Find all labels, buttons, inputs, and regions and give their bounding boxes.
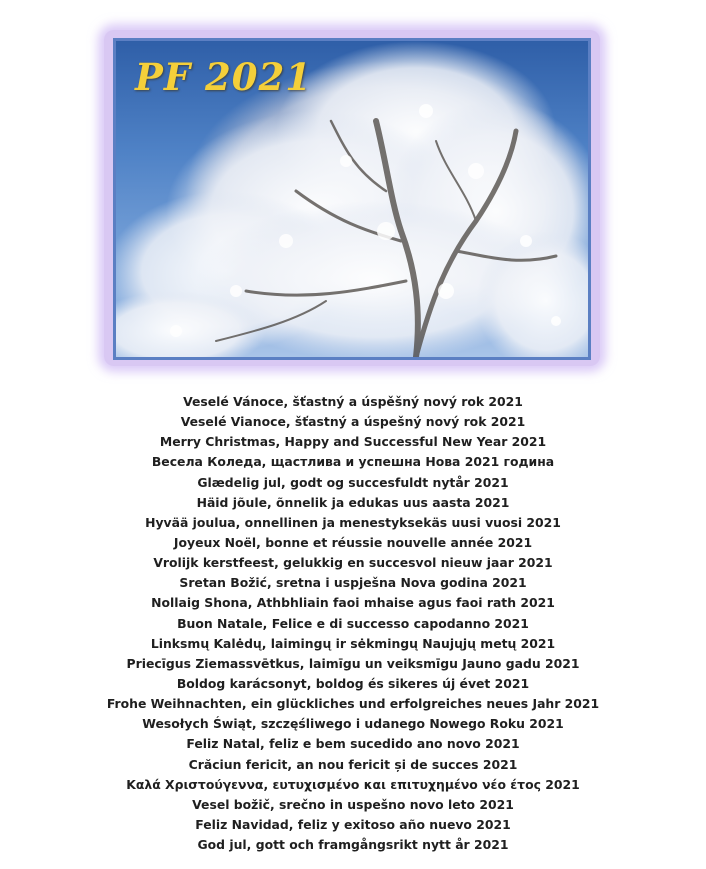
greeting-line-irish: Nollaig Shona, Athbhliain faoi mhaise agus faoi rath 2021 bbox=[151, 595, 555, 611]
greeting-line-croatian: Sretan Božić, sretna i uspješna Nova godina 2021 bbox=[179, 575, 527, 591]
greeting-line-latvian: Priecīgus Ziemassvētkus, laimīgu un veiksmīgu Jauno gadu 2021 bbox=[126, 655, 580, 671]
greeting-line-lithuanian: Linksmų Kalėdų, laimingų ir sėkmingų Naujųjų metų 2021 bbox=[150, 635, 556, 651]
greeting-line-spanish: Feliz Navidad, feliz y exitoso año nuevo 2021 bbox=[195, 816, 511, 832]
greeting-line-czech: Veselé Vánoce, šťastný a úspěšný nový rok 2021 bbox=[183, 394, 523, 409]
greeting-line-bulgarian: Весела Коледа, щастлива и успешна Нова 2021 година bbox=[151, 454, 555, 470]
greeting-line-finnish: Hyvää joulua, onnellinen ja menestyksekäs uusi vuosi 2021 bbox=[145, 514, 561, 530]
greeting-line-dutch: Vrolijk kerstfeest, gelukkig en succesvol nieuw jaar 2021 bbox=[153, 555, 553, 571]
frosted-tree-photo bbox=[113, 38, 591, 360]
greeting-line-romanian: Crăciun fericit, an nou fericit și de succes 2021 bbox=[188, 756, 518, 772]
greetings-list bbox=[0, 392, 706, 855]
greeting-line-slovak: Veselé Vianoce, šťastný a úspešný nový rok 2021 bbox=[180, 414, 526, 430]
greeting-line-portuguese: Feliz Natal, feliz e bem sucedido ano novo 2021 bbox=[186, 736, 520, 752]
greeting-line-estonian: Häid jõule, õnnelik ja edukas uus aasta 2021 bbox=[196, 494, 510, 510]
greeting-line-swedish: God jul, gott och framgångsrikt nytt år 2021 bbox=[197, 837, 509, 853]
greeting-line-hungarian: Boldog karácsonyt, boldog és sikeres új évet 2021 bbox=[176, 675, 530, 691]
greeting-line-slovenian: Vesel božič, srečno in uspešno novo leto 2021 bbox=[192, 796, 514, 812]
greeting-line-polish: Wesołych Świąt, szczęśliwego i udanego Nowego Roku 2021 bbox=[142, 716, 564, 732]
card-title: PF 2021 bbox=[135, 55, 312, 99]
greeting-line-french: Joyeux Noël, bonne et réussie nouvelle année 2021 bbox=[173, 534, 533, 550]
greeting-line-danish: Glædelig jul, godt og succesfuldt nytår 2021 bbox=[197, 474, 509, 490]
greeting-line-english: Merry Christmas, Happy and Successful New Year 2021 bbox=[159, 434, 547, 450]
greeting-line-greek: Καλά Χριστούγεννα, ευτυχισμένο και επιτυχημένο νέο έτος 2021 bbox=[126, 776, 580, 792]
greeting-line-italian: Buon Natale, Felice e di successo capodanno 2021 bbox=[177, 615, 529, 631]
greeting-line-german: Frohe Weihnachten, ein glückliches und erfolgreiches neues Jahr 2021 bbox=[106, 696, 600, 712]
